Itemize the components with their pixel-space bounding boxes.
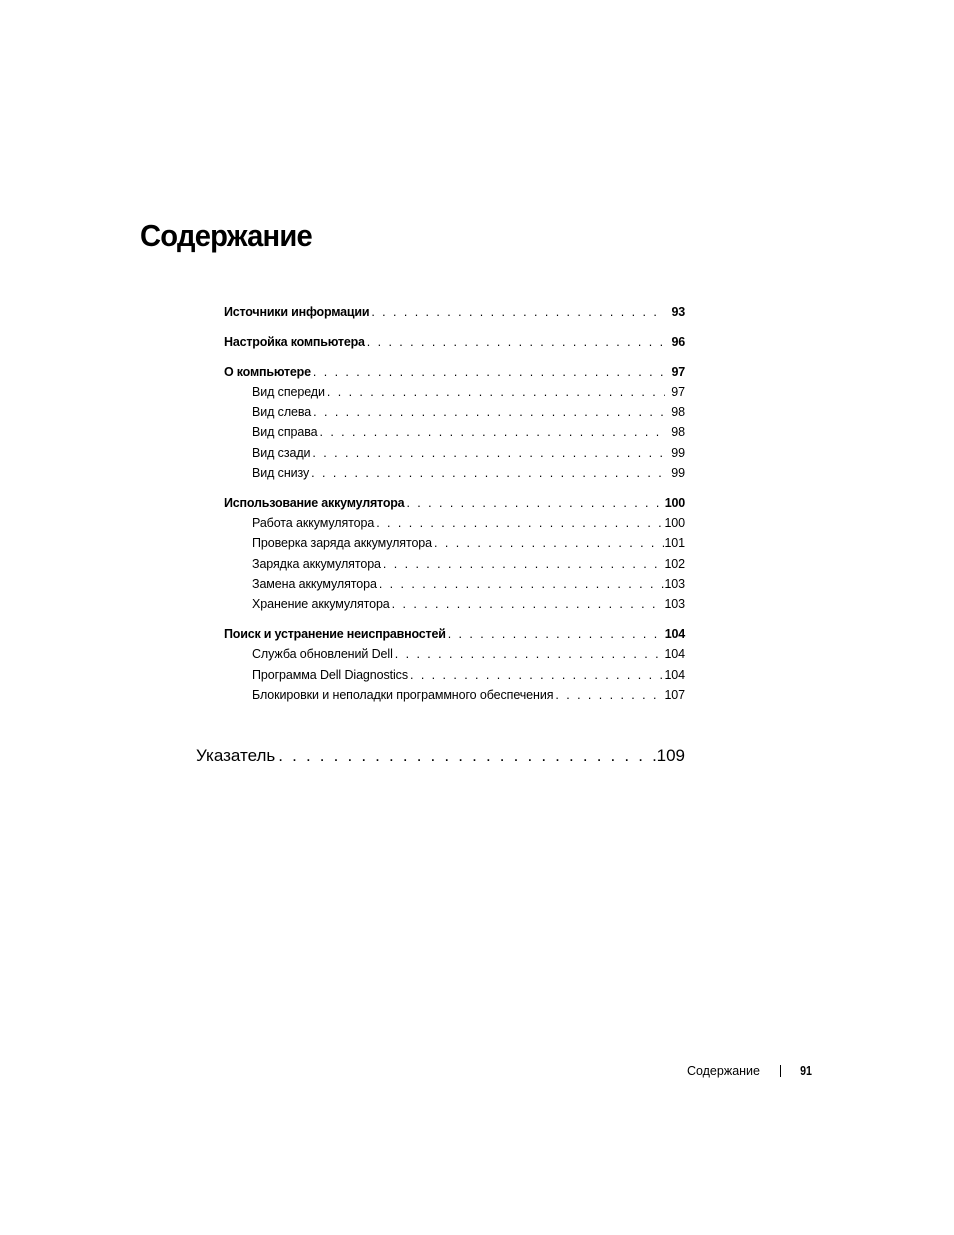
dot-leader [392,594,665,614]
toc-entry-title: Хранение аккумулятора [252,597,390,612]
toc-entry[interactable] [224,382,685,402]
toc-entry-title: Зарядка аккумулятора [252,556,381,571]
toc-entry-page: 104 [664,647,685,662]
toc-entry[interactable] [224,513,685,533]
toc-entry-index[interactable] [196,744,685,768]
dot-leader [367,332,665,352]
dot-leader [312,443,665,463]
toc-entry-title: Источники информации [224,305,370,319]
dot-leader [319,422,665,442]
toc-entry-page: 100 [664,495,685,510]
table-of-contents [224,302,685,705]
toc-entry-page: 93 [671,305,685,319]
toc-entry-page: 103 [664,577,685,592]
dot-leader [448,624,665,644]
toc-entry[interactable] [224,422,685,442]
toc-entry-page: 103 [664,597,685,612]
toc-entry-title: Работа аккумулятора [252,516,375,531]
dot-leader [379,574,665,594]
dot-leader [555,685,664,705]
footer-section-title: Содержание [686,1064,760,1078]
toc-entry[interactable] [224,493,685,513]
toc-entry-title: Вид сзади [252,445,311,460]
toc-entry-page: 97 [671,364,685,379]
dot-leader [371,302,665,322]
footer-page-number: 91 [800,1064,812,1078]
toc-entry-title: Поиск и устранение неисправностей [224,627,446,642]
toc-entry[interactable] [224,402,685,422]
toc-entry[interactable] [224,554,685,574]
toc-entry-title: Служба обновлений Dell [252,647,393,662]
footer-divider [780,1065,781,1077]
toc-entry-page: 97 [671,384,685,399]
toc-entry[interactable] [224,624,685,644]
toc-entry-page: 96 [671,334,685,349]
dot-leader [311,463,665,483]
toc-entry[interactable] [224,463,685,483]
toc-entry[interactable] [224,685,685,705]
page-title: Содержание [140,218,313,253]
dot-leader [376,513,664,533]
toc-entry[interactable] [224,574,685,594]
toc-entry[interactable] [224,332,685,352]
toc-entry-title: Замена аккумулятора [252,577,377,592]
dot-leader [383,554,665,574]
toc-entry[interactable] [224,362,685,382]
toc-entry-title: Настройка компьютера [224,334,365,349]
toc-entry-title: Проверка заряда аккумулятора [252,536,432,551]
toc-entry[interactable] [224,644,685,664]
toc-entry-title: Вид справа [252,425,318,440]
dot-leader [313,402,665,422]
toc-entry-title: О компьютере [224,364,311,379]
toc-entry-page: 100 [664,516,685,531]
page-footer [0,1062,812,1080]
toc-entry-page: 99 [671,466,685,481]
toc-entry-title: Вид спереди [252,384,325,399]
toc-entry[interactable] [224,533,685,553]
toc-entry-title: Вид снизу [252,466,310,481]
toc-entry-title: Указатель [196,746,276,765]
dot-leader [406,493,664,513]
toc-entry-title: Вид слева [252,405,312,420]
dot-leader [410,665,664,685]
dot-leader [313,362,665,382]
toc-entry[interactable] [224,302,685,322]
toc-entry-title: Использование аккумулятора [224,495,405,510]
toc-entry-page: 102 [664,556,685,571]
toc-entry[interactable] [224,443,685,463]
toc-entry[interactable] [224,594,685,614]
toc-entry-page: 98 [671,405,685,420]
toc-entry-page: 98 [671,425,685,440]
dot-leader [434,533,664,553]
toc-entry-page: 107 [664,688,685,703]
toc-entry-title: Программа Dell Diagnostics [252,667,408,682]
dot-leader [327,382,665,402]
toc-entry[interactable] [224,665,685,685]
dot-leader [278,744,656,768]
toc-entry-page: 109 [656,746,685,765]
toc-entry-page: 99 [671,445,685,460]
toc-entry-page: 104 [664,627,685,642]
toc-entry-page: 101 [664,536,685,551]
toc-entry-title: Блокировки и неполадки программного обеспечения [252,688,554,703]
toc-entry-page: 104 [664,667,685,682]
dot-leader [395,644,665,664]
